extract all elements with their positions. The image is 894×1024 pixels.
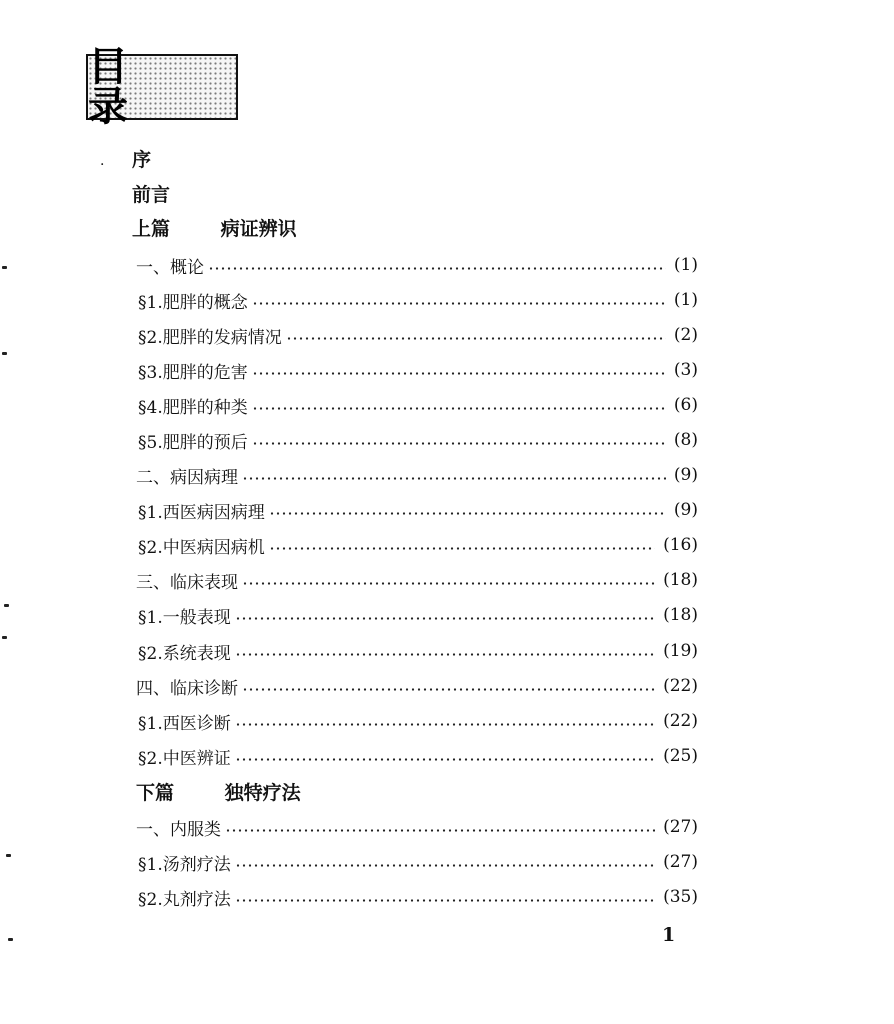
entry-page: (16) xyxy=(663,535,698,555)
entry-page: (27) xyxy=(663,852,698,872)
dot-leader xyxy=(252,302,666,305)
entry-page: (22) xyxy=(663,676,698,696)
entry-page: (18) xyxy=(663,605,698,625)
toc-subentry[interactable] xyxy=(138,495,698,525)
toc-subentry[interactable] xyxy=(138,741,698,771)
entry-label: §5.肥胖的预后 xyxy=(138,432,248,453)
entry-label: 二、病因病理 xyxy=(136,467,238,488)
toc-entry[interactable] xyxy=(136,671,698,701)
toc-subentry[interactable] xyxy=(138,706,698,736)
heading-part-2 xyxy=(136,778,301,808)
heading-foreword xyxy=(132,180,170,210)
entry-label: 三、临床表现 xyxy=(136,572,238,593)
dot-leader xyxy=(225,829,655,832)
heading-subtitle: 独特疗法 xyxy=(224,782,301,804)
entry-page: (18) xyxy=(663,570,698,590)
toc-subentry[interactable] xyxy=(138,355,698,385)
entry-page: (8) xyxy=(673,430,698,450)
heading-part-1 xyxy=(132,214,297,244)
entry-page: (19) xyxy=(663,641,698,661)
entry-label: §2.中医病因病机 xyxy=(138,537,265,558)
entry-page: (25) xyxy=(663,746,698,766)
entry-label: §1.一般表现 xyxy=(138,607,231,628)
toc-subentry[interactable] xyxy=(138,636,698,666)
entry-page: (1) xyxy=(673,255,698,275)
toc-subentry[interactable] xyxy=(138,882,698,912)
toc-entry[interactable] xyxy=(136,565,698,595)
page-number: 1 xyxy=(662,924,676,946)
heading-label: 上篇 xyxy=(132,218,171,240)
entry-label: §4.肥胖的种类 xyxy=(138,397,248,418)
toc-entry[interactable] xyxy=(136,812,698,842)
dot-leader xyxy=(235,758,655,761)
heading-preface xyxy=(132,145,151,175)
toc-entry[interactable] xyxy=(136,250,698,280)
toc-subentry[interactable] xyxy=(138,425,698,455)
dot-leader xyxy=(252,407,666,410)
dot-leader xyxy=(269,547,655,550)
toc-entry[interactable] xyxy=(136,460,698,490)
heading-subtitle: 病证辨识 xyxy=(220,218,297,240)
dot-leader xyxy=(242,477,666,480)
entry-label: 一、概论 xyxy=(136,257,204,278)
entry-label: §1.西医病因病理 xyxy=(138,502,265,523)
entry-label: §2.丸剂疗法 xyxy=(138,889,231,910)
entry-label: §2.系统表现 xyxy=(138,643,231,664)
entry-page: (9) xyxy=(673,500,698,520)
entry-label: §2.中医辨证 xyxy=(138,748,231,769)
dot-leader xyxy=(235,899,655,902)
heading-label: 序 xyxy=(132,149,152,171)
dot-leader xyxy=(235,653,655,656)
entry-label: §1.西医诊断 xyxy=(138,713,231,734)
dot-leader xyxy=(252,442,666,445)
dot-leader xyxy=(235,617,655,620)
toc-subentry[interactable] xyxy=(138,530,698,560)
dot-leader xyxy=(235,864,655,867)
dot-leader xyxy=(242,582,655,585)
entry-label: §1.肥胖的概念 xyxy=(138,292,248,313)
entry-page: (2) xyxy=(673,325,698,345)
entry-page: (35) xyxy=(663,887,698,907)
entry-page: (3) xyxy=(673,360,698,380)
entry-page: (22) xyxy=(663,711,698,731)
toc-title: 目 录 xyxy=(88,44,158,130)
entry-label: §1.汤剂疗法 xyxy=(138,854,231,875)
entry-page: (1) xyxy=(673,290,698,310)
toc-subentry[interactable] xyxy=(138,285,698,315)
entry-label: 一、内服类 xyxy=(136,819,221,840)
entry-page: (6) xyxy=(673,395,698,415)
dot-leader xyxy=(252,372,666,375)
heading-label: 前言 xyxy=(132,184,171,206)
dot-leader xyxy=(242,688,655,691)
entry-label: §2.肥胖的发病情况 xyxy=(138,327,282,348)
dot-leader xyxy=(208,267,666,270)
entry-page: (27) xyxy=(663,817,698,837)
heading-label: 下篇 xyxy=(136,782,175,804)
dot-leader xyxy=(286,337,666,340)
entry-label: 四、临床诊断 xyxy=(136,678,238,699)
stray-dot-mark: · xyxy=(100,157,105,173)
entry-label: §3.肥胖的危害 xyxy=(138,362,248,383)
toc-subentry[interactable] xyxy=(138,847,698,877)
dot-leader xyxy=(269,512,666,515)
toc-subentry[interactable] xyxy=(138,600,698,630)
dot-leader xyxy=(235,723,655,726)
entry-page: (9) xyxy=(673,465,698,485)
toc-subentry[interactable] xyxy=(138,390,698,420)
toc-subentry[interactable] xyxy=(138,320,698,350)
